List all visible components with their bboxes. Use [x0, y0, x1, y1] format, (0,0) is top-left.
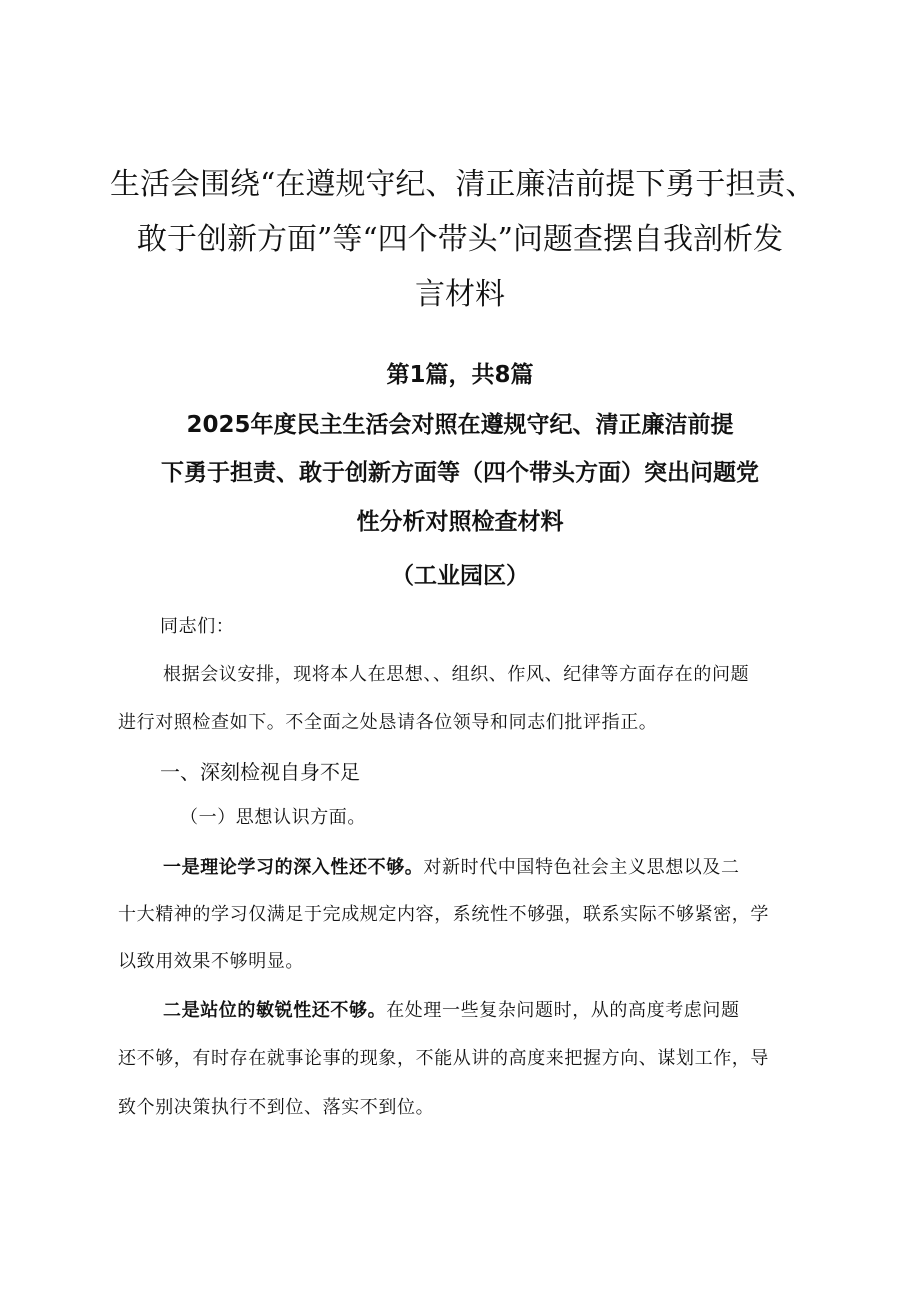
paragraph-1-line-2: 十大精神的学习仅满足于完成规定内容，系统性不够强，联系实际不够紧密，学: [118, 904, 769, 925]
subtitle-line-2: 下勇于担责、敢于创新方面等（四个带头方面）突出问题党: [161, 460, 759, 486]
title-line-1: 生活会围绕“在遵规守纪、清正廉洁前提下勇于担责、: [110, 167, 816, 202]
paragraph-2-line-3: 致个别决策执行不到位、落实不到位。: [118, 1097, 435, 1118]
paragraph-1-text: 对新时代中国特色社会主义思想以及二: [423, 857, 740, 878]
subtitle-line-3: 性分析对照检查材料: [356, 509, 564, 535]
paragraph-2-line-1: [163, 996, 740, 1022]
title-line-3: 言材料: [415, 277, 505, 312]
title-line-2: 敢于创新方面”等“四个带头”问题查摆自我剖析发: [136, 222, 783, 257]
intro-line-2: 进行对照检查如下。不全面之处恳请各位领导和同志们批评指正。: [118, 712, 658, 733]
subtitle-line-1: 2025年度民主生活会对照在遵规守纪、清正廉洁前提: [186, 412, 734, 438]
paragraph-1-line-1: [163, 853, 740, 879]
paragraph-1-line-3: 以致用效果不够明显。: [118, 951, 304, 972]
paragraph-2-text: 在处理一些复杂问题时，从的高度考虑问题: [386, 1000, 740, 1021]
section-heading-1: 一、深刻检视自身不足: [160, 760, 360, 784]
paragraph-2-line-2: 还不够，有时存在就事论事的现象，不能从讲的高度来把握方向、谋划工作，导: [118, 1048, 769, 1069]
salutation: 同志们：: [160, 616, 235, 637]
document-title: [110, 157, 816, 322]
unit-label: （工业园区）: [391, 563, 529, 589]
intro-line-1: 根据会议安排，现将本人在思想、、组织、作风、纪律等方面存在的问题: [163, 664, 750, 685]
subsection-heading-1: （一）思想认识方面。: [180, 807, 366, 828]
paragraph-1-lead: 一是理论学习的深入性还不够。: [163, 857, 424, 878]
paragraph-2-lead: 二是站位的敏锐性还不够。: [163, 1000, 387, 1021]
part-indicator: 第1篇，共8篇: [386, 362, 534, 388]
